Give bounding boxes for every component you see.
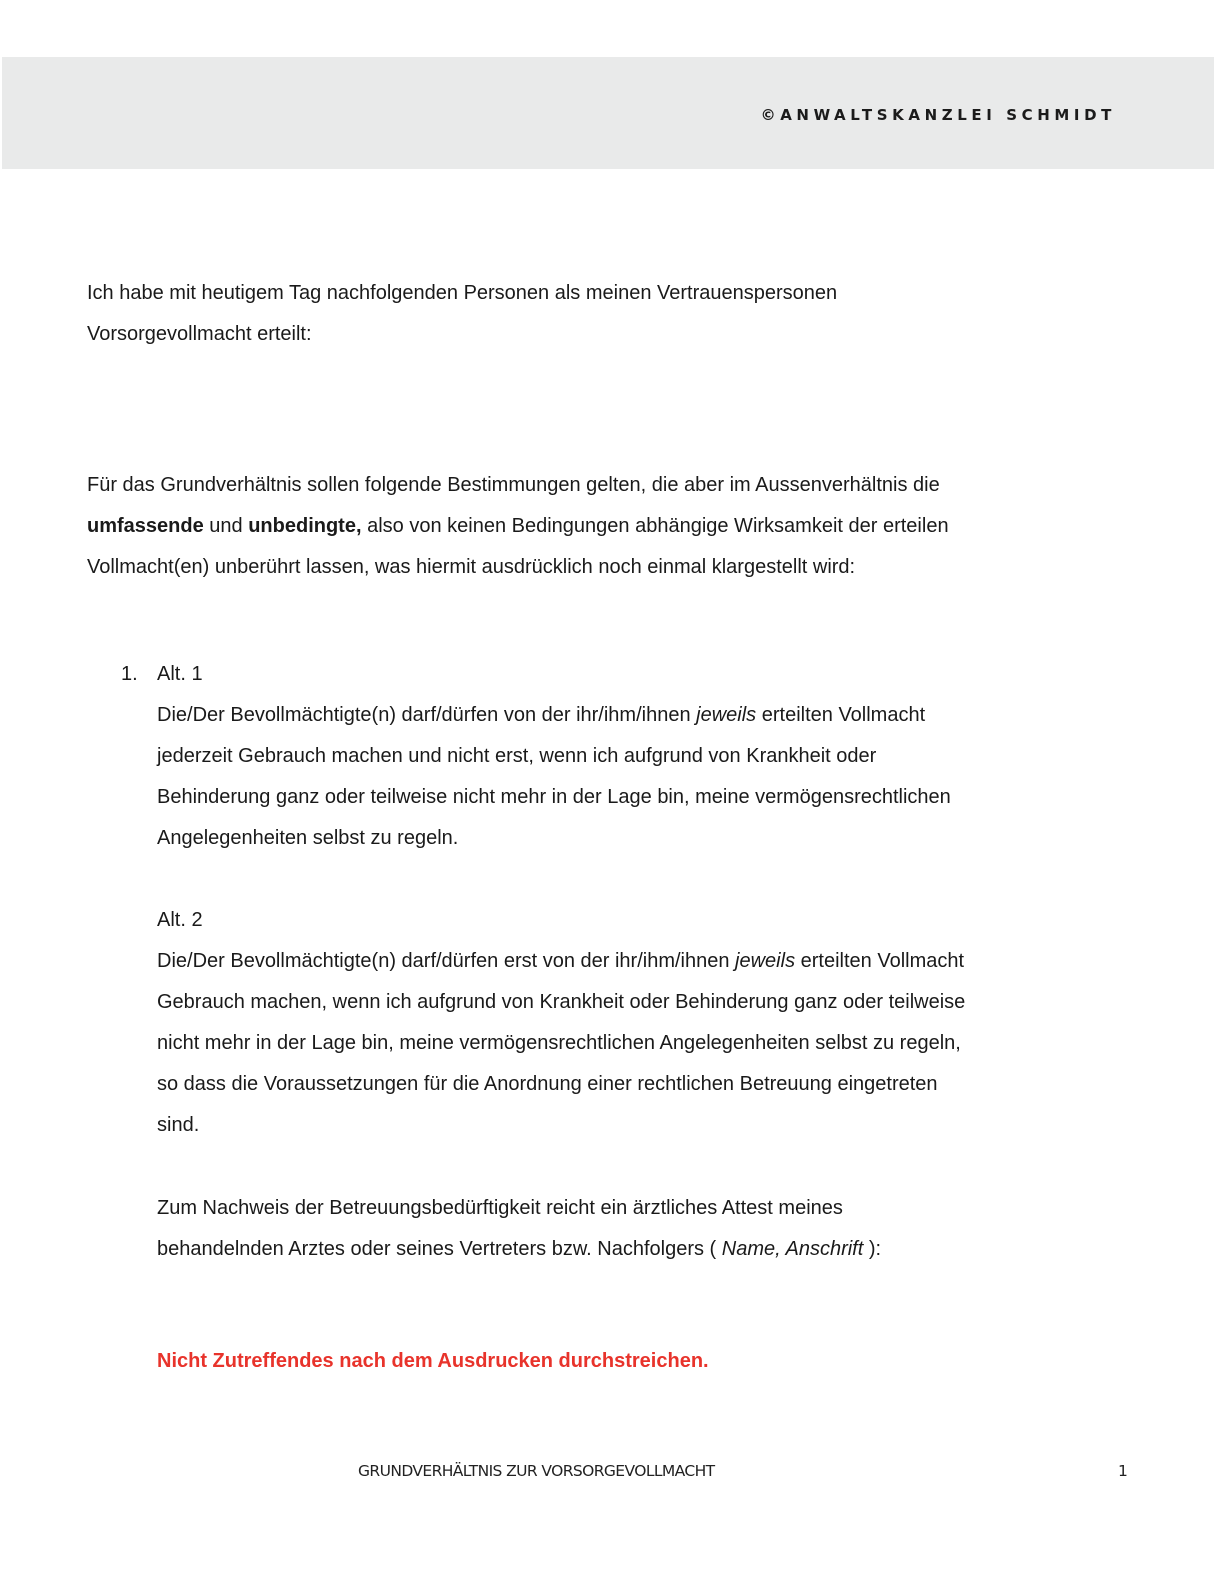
italic-term: jeweils [735, 950, 796, 972]
footer-title: GRUNDVERHÄLTNIS ZUR VORSORGEVOLLMACHT [358, 1462, 715, 1480]
page-number: 1 [1118, 1462, 1128, 1480]
bold-term: umfassende [87, 515, 204, 537]
basis-line: Vollmacht(en) unberührt lassen, was hiermit ausdrücklich noch einmal klargestellt wird: [87, 556, 856, 578]
intro-line: Ich habe mit heutigem Tag nachfolgenden Personen als meinen Vertrauenspersonen [87, 282, 838, 304]
alt-title: Alt. 1 [157, 663, 203, 685]
intro-paragraph [87, 273, 1147, 355]
proof-line [157, 1229, 1147, 1270]
alt-line: jederzeit Gebrauch machen und nicht erst, wenn ich aufgrund von Krankheit oder [157, 745, 877, 767]
bold-term: unbedingte, [248, 515, 362, 537]
text-span: erteilten Vollmacht [795, 950, 965, 972]
italic-term: Name, Anschrift [721, 1238, 864, 1260]
italic-term: jeweils [696, 704, 757, 726]
text-span: also von keinen Bedingungen abhängige Wirksamkeit der erteilen [361, 515, 949, 537]
text-span: Die/Der Bevollmächtigte(n) darf/dürfen von der ihr/ihm/ihnen [157, 704, 697, 726]
text-span: erteilten Vollmacht [756, 704, 926, 726]
alt-line: sind. [157, 1114, 200, 1136]
basis-paragraph [87, 465, 1147, 588]
alt-line [157, 941, 1147, 982]
firm-name: ©ANWALTSKANZLEI SCHMIDT [760, 106, 1116, 124]
text-span: behandelnden Arztes oder seines Vertreters bzw. Nachfolgers ( [157, 1238, 722, 1260]
warning-note: Nicht Zutreffendes nach dem Ausdrucken durchstreichen. [157, 1350, 709, 1372]
text-span: ): [863, 1238, 882, 1260]
alt-line: Behinderung ganz oder teilweise nicht mehr in der Lage bin, meine vermögensrechtlichen [157, 786, 951, 808]
alt-title: Alt. 2 [157, 909, 203, 931]
basis-line: Für das Grundverhältnis sollen folgende Bestimmungen gelten, die aber im Aussenverhältnis die [87, 474, 940, 496]
alt-line: nicht mehr in der Lage bin, meine vermögensrechtlichen Angelegenheiten selbst zu regeln, [157, 1032, 961, 1054]
text-span: und [203, 515, 249, 537]
proof-line: Zum Nachweis der Betreuungsbedürftigkeit reicht ein ärztliches Attest meines [157, 1197, 843, 1219]
list-item-alt1 [157, 654, 1147, 859]
basis-line [87, 506, 1147, 547]
proof-paragraph [157, 1188, 1147, 1270]
alt-line: Angelegenheiten selbst zu regeln. [157, 827, 459, 849]
alt-line: so dass die Voraussetzungen für die Anordnung einer rechtlichen Betreuung eingetreten [157, 1073, 938, 1095]
text-span: Die/Der Bevollmächtigte(n) darf/dürfen erst von der ihr/ihm/ihnen [157, 950, 736, 972]
alt-line [157, 695, 1147, 736]
list-item-alt2 [157, 900, 1147, 1146]
intro-line: Vorsorgevollmacht erteilt: [87, 323, 312, 345]
alt-line: Gebrauch machen, wenn ich aufgrund von Krankheit oder Behinderung ganz oder teilweise [157, 991, 966, 1013]
list-number: 1. [121, 663, 138, 685]
